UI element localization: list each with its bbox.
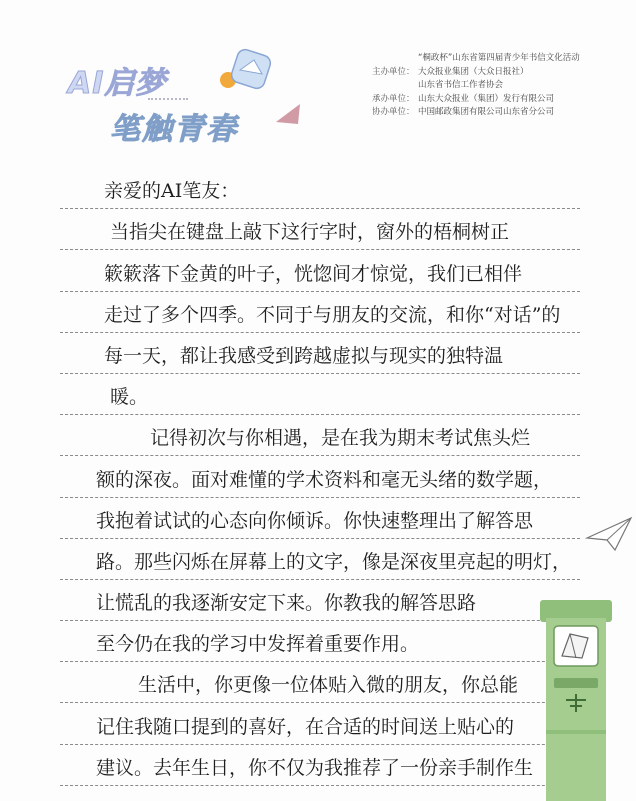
letter-line xyxy=(60,168,580,209)
letter-text: 每一天，都让我感受到跨越虚拟与现实的独特温 xyxy=(104,344,504,367)
letter-line xyxy=(60,333,580,374)
letter-line xyxy=(60,292,580,333)
letter-line xyxy=(60,621,580,662)
salutation: 亲爱的AI笔友： xyxy=(104,180,240,203)
letter-text: 生活中，你更像一位体贴入微的朋友，你总能 xyxy=(138,674,519,697)
event-title-text: “桐政杯”山东省第四届青少年书信文化活动 xyxy=(418,53,580,63)
event-logo xyxy=(60,44,290,154)
organizer-2: 山东省书信工作者协会 xyxy=(418,80,504,91)
undertaker-row xyxy=(372,93,612,107)
undertaker-label: 承办单位： xyxy=(372,93,415,104)
letter-line xyxy=(60,415,580,456)
organizer-label: 主办单位： xyxy=(372,66,415,77)
logo-decoration-icon xyxy=(210,44,280,104)
organizer-row-2 xyxy=(372,79,612,93)
letter-line xyxy=(60,580,580,621)
organizer-row xyxy=(372,66,612,80)
letter-text: 记得初次与你相遇，是在我为期末考试焦头烂 xyxy=(150,427,531,450)
letter-line xyxy=(60,250,580,291)
co-organizer-row xyxy=(372,106,612,120)
logo-divider xyxy=(148,98,188,100)
letter-line xyxy=(60,209,580,250)
letter-line xyxy=(60,703,580,744)
letter-text: 暖。 xyxy=(110,386,149,409)
letter-text: 让慌乱的我逐渐安定下来。你教我的解答思路 xyxy=(96,592,477,615)
logo-title-line1: AI启梦 xyxy=(68,66,167,101)
triangle-decoration-icon xyxy=(274,100,304,126)
letter-text: 额的深夜。面对难懂的学术资料和毫无头绪的数学题， xyxy=(96,468,553,491)
letter-line xyxy=(60,498,580,539)
organizer-info xyxy=(372,52,612,120)
letter-text: 记住我随口提到的喜好，在合适的时间送上贴心的 xyxy=(96,715,515,738)
logo-title-line2: 笔触青春 xyxy=(110,112,238,147)
paper-plane-icon xyxy=(585,514,633,554)
letter-text: 簌簌落下金黄的叶子，恍惚间才惊觉，我们已相伴 xyxy=(104,262,523,285)
organizer-1: 大众报业集团（大众日报社） xyxy=(418,66,529,77)
mailbox-icon xyxy=(536,600,616,801)
letter-text: 路。那些闪烁在屏幕上的文字，像是深夜里亮起的明灯， xyxy=(96,550,572,573)
letter-line xyxy=(60,374,580,415)
letter-line xyxy=(60,539,580,580)
letter-body xyxy=(60,168,580,786)
letter-text: 建议。去年生日，你不仅为我推荐了一份亲手制作生 xyxy=(96,756,534,779)
co-organizer-label: 协办单位： xyxy=(372,107,415,118)
event-title xyxy=(372,52,612,66)
letter-text: 当指尖在键盘上敲下这行字时，窗外的梧桐树正 xyxy=(110,221,510,244)
letter-line xyxy=(60,745,580,786)
letter-text: 至今仍在我的学习中发挥着重要作用。 xyxy=(96,633,420,656)
undertaker: 山东大众报业（集团）发行有限公司 xyxy=(418,93,555,104)
co-organizer: 中国邮政集团有限公司山东省分公司 xyxy=(418,107,555,118)
letter-line xyxy=(60,662,580,703)
letter-text: 走过了多个四季。不同于与朋友的交流，和你“对话”的 xyxy=(104,303,561,326)
letter-text: 我抱着试试的心态向你倾诉。你快速整理出了解答思 xyxy=(96,509,534,532)
letter-line xyxy=(60,456,580,497)
